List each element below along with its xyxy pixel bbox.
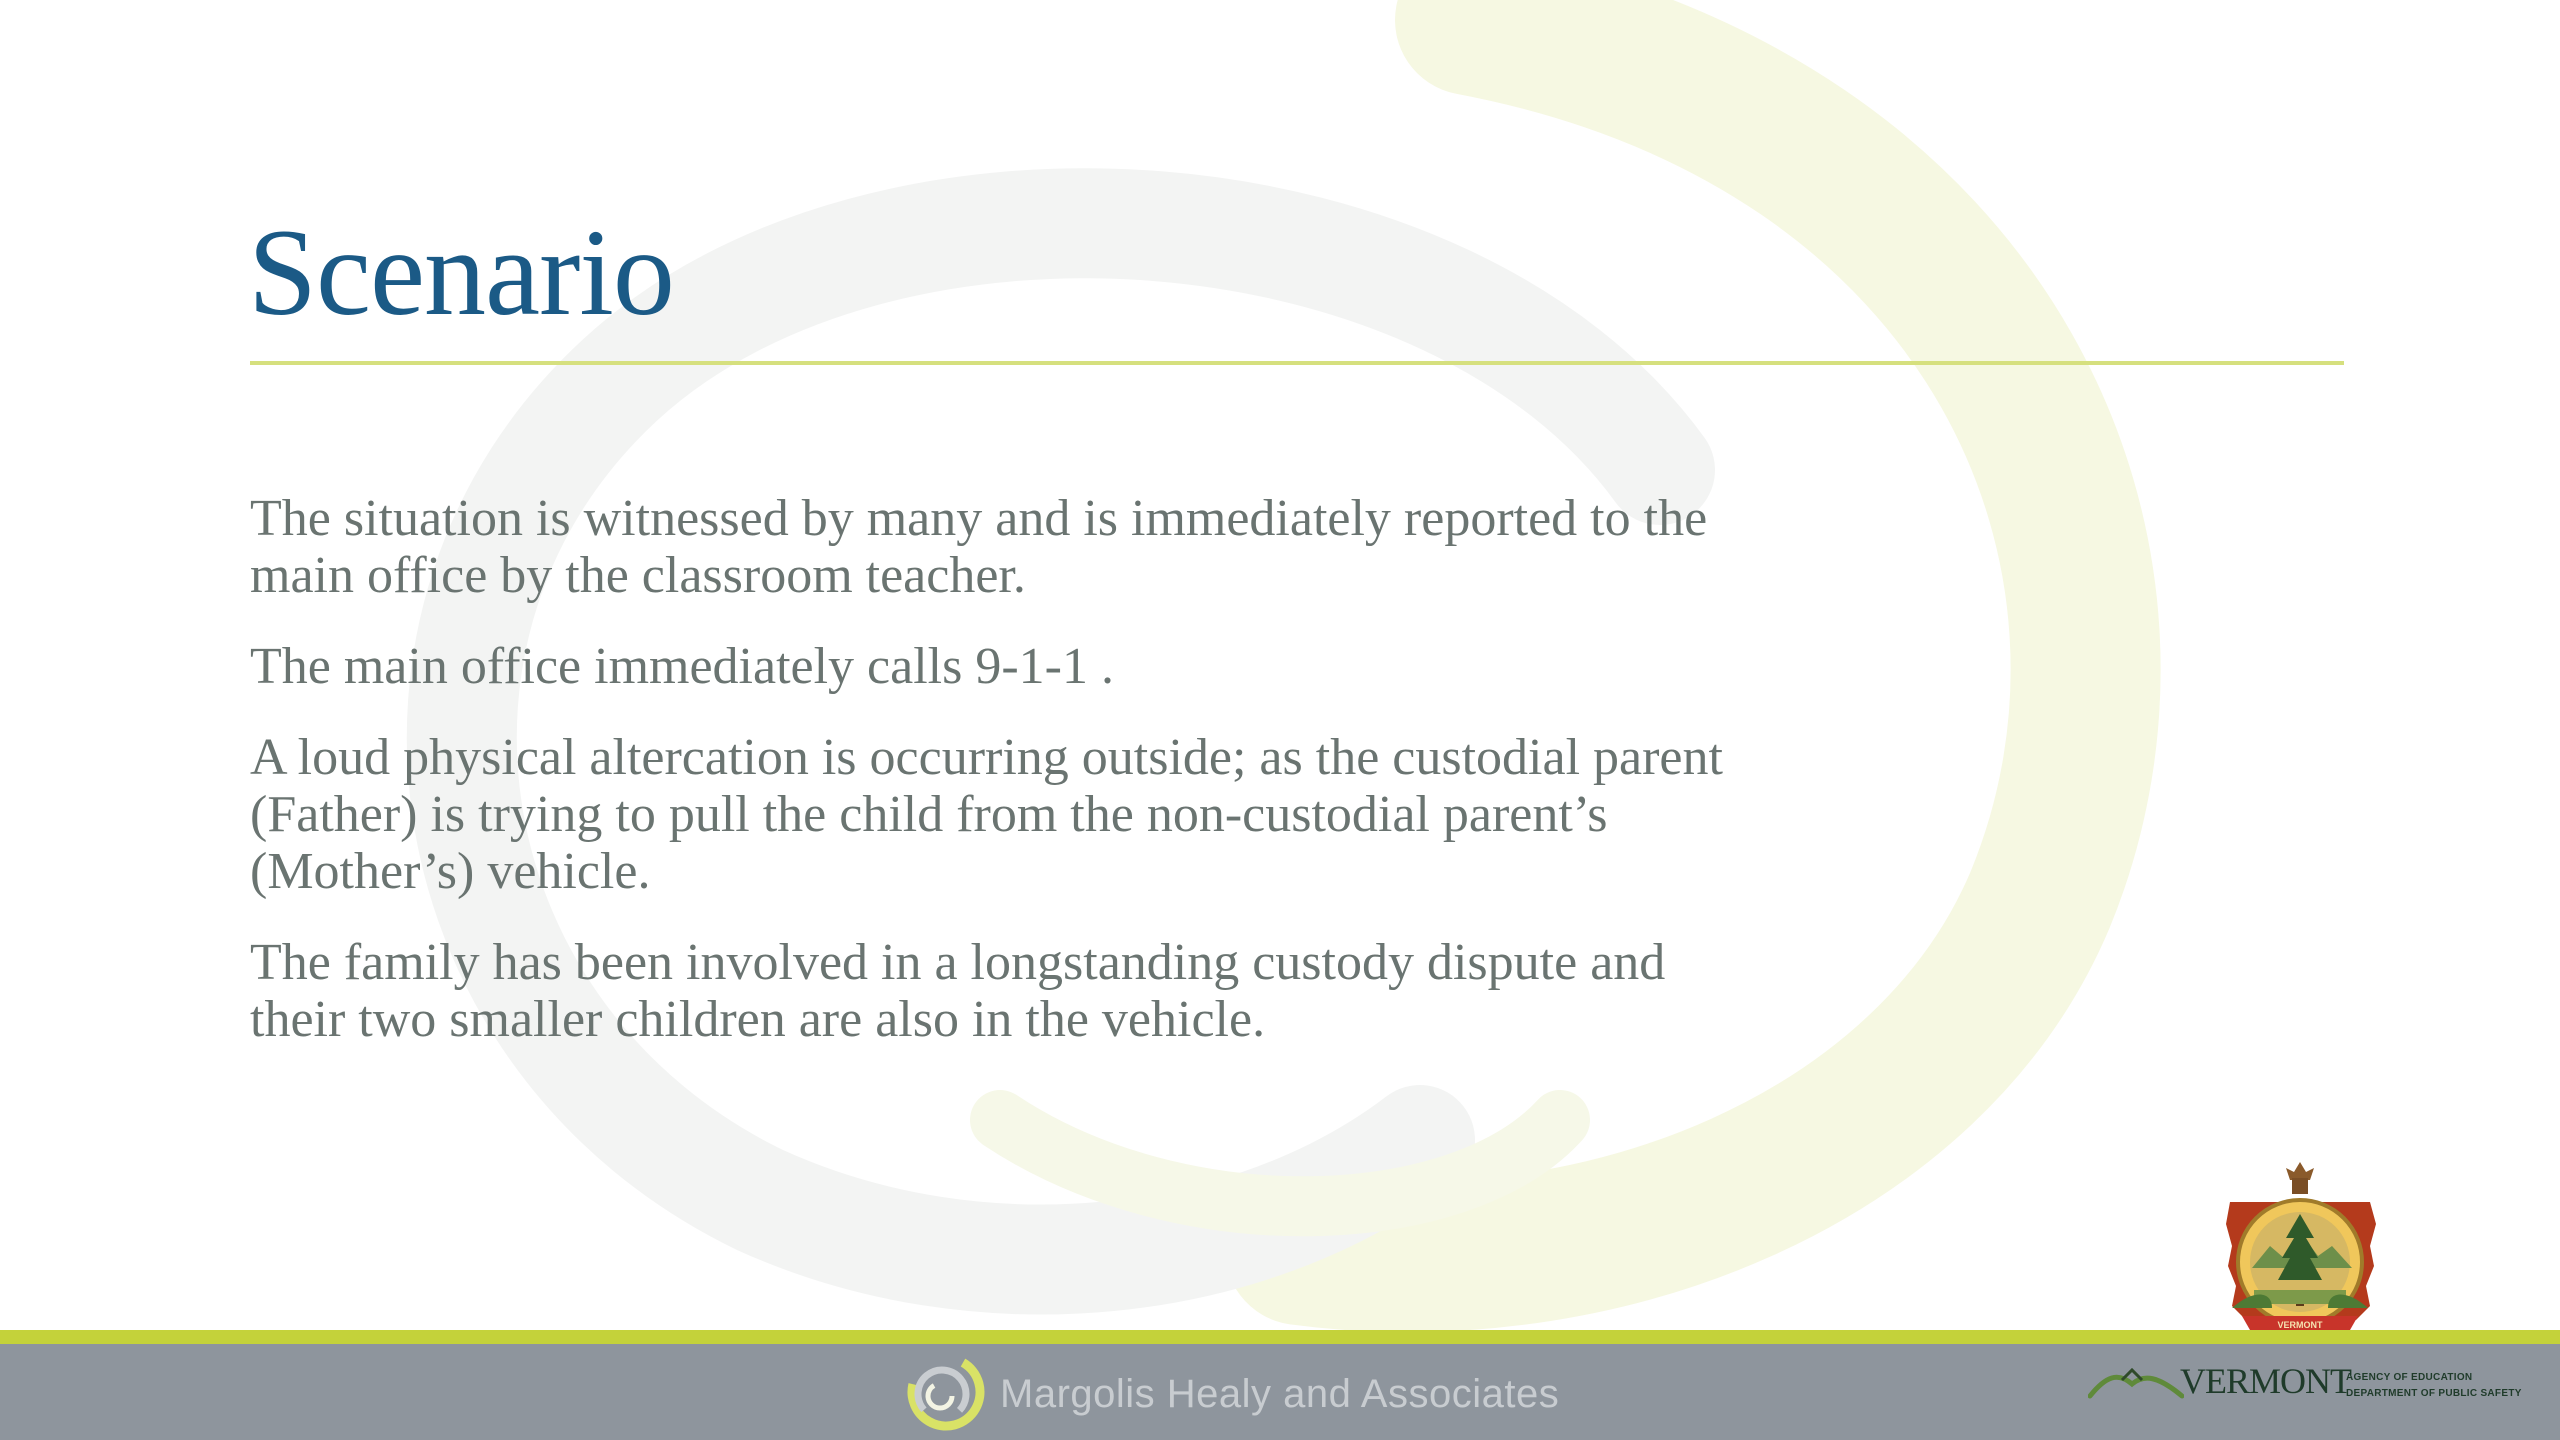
slide-title: Scenario bbox=[248, 204, 674, 341]
scenario-paragraph: The main office immediately calls 9-1-1 . bbox=[250, 638, 1114, 695]
partner-agencies bbox=[2346, 1370, 2522, 1402]
vermont-mountain-icon bbox=[2088, 1366, 2184, 1402]
svg-text:VERMONT: VERMONT bbox=[2277, 1320, 2323, 1330]
scenario-paragraph: The family has been involved in a longstanding custody dispute and their two smaller children are also in the vehicle. bbox=[250, 934, 1666, 1048]
scenario-paragraph: A loud physical altercation is occurring outside; as the custodial parent (Father) is trying to pull the child from the non-custodial parent’s (Mother’s) vehicle. bbox=[250, 729, 1723, 900]
organization-name: Margolis Healy and Associates bbox=[1000, 1372, 1560, 1416]
title-divider bbox=[250, 361, 2344, 365]
vermont-state-seal-icon bbox=[2212, 1158, 2388, 1348]
partner-agency-education: AGENCY OF EDUCATION bbox=[2346, 1372, 2473, 1383]
footer-accent-stripe bbox=[0, 1330, 2560, 1344]
partner-name: VERMONT bbox=[2180, 1361, 2351, 1401]
slide-body bbox=[250, 490, 1750, 1082]
margolis-healy-swirl-icon bbox=[900, 1346, 992, 1438]
partner-agency-public-safety: DEPARTMENT OF PUBLIC SAFETY bbox=[2346, 1388, 2522, 1399]
scenario-paragraph: The situation is witnessed by many and is immediately reported to the main office by the classroom teacher. bbox=[250, 490, 1708, 604]
